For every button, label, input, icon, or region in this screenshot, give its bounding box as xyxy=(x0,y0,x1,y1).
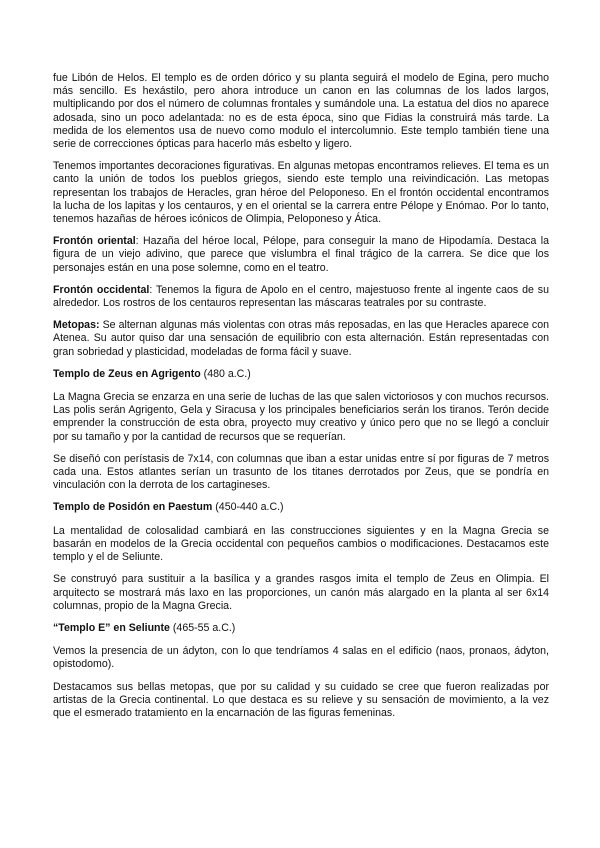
paragraph-libon xyxy=(53,72,549,151)
paragraph-colosalidad xyxy=(53,525,549,565)
paragraph-magna-grecia xyxy=(53,391,549,444)
document-page xyxy=(53,72,549,729)
section-heading-zeus-agrigento xyxy=(53,368,549,381)
paragraph-bellas-metopas xyxy=(53,681,549,721)
paragraph-text: La mentalidad de colosalidad cambiará en las construcciones siguientes y en la Magna Grecia se basarán en modelos de la Grecia occidental con pequeños cambios o modificaciones. Destacamos este templo y el de Seliunte. xyxy=(53,524,549,564)
section-heading-templo-e-seliunte xyxy=(53,622,549,635)
heading-date: (450-440 a.C.) xyxy=(212,501,284,514)
paragraph-text: : Tenemos la figura de Apolo en el centro, majestuoso frente al ingente caos de su alrededor. Los rostros de los centauros representan las máscaras teatrales por su contraste. xyxy=(53,283,549,310)
paragraph-text: Tenemos importantes decoraciones figurativas. En algunas metopas encontramos relieves. El tema es un canto la unión de todos los pueblos griegos, siendo este templo una reivindicación. Las metopas representan los trabajos de Heracles, gran héroe del Peloponeso. En el frontón occidental encontramos la lucha de los lapitas y los centauros, y en el oriental se la carrera entre Pélope y Enómao. Por lo tanto, tenemos hazañas de héroes icónicos de Olimpia, Peloponeso y Ática. xyxy=(53,160,549,226)
paragraph-text: Se diseñó con perístasis de 7x14, con columnas que iban a estar unidas entre sí por figuras de 7 metros cada una. Estos atlantes serían un trasunto de los titanes derrotados por Zeus, que se pondría en vinculación con la derrota de los cartagineses. xyxy=(53,452,549,492)
paragraph-metopas xyxy=(53,319,549,359)
heading-date: (480 a.C.) xyxy=(200,367,251,380)
term-label: Frontón oriental xyxy=(53,235,136,248)
paragraph-fronton-oriental xyxy=(53,235,549,275)
paragraph-text: Se construyó para sustituir a la basílica y a grandes rasgos imita el templo de Zeus en Olimpia. El arquitecto se mostrará más laxo en las proporciones, un canón más alargado en la planta al ser 6x14 columnas, propio de la Magna Grecia. xyxy=(53,573,549,612)
paragraph-fronton-occidental xyxy=(53,284,549,310)
heading-title: Templo de Posidón en Paestum xyxy=(53,501,213,514)
paragraph-text: Destacamos sus bellas metopas, que por su calidad y su cuidado se cree que fueron realizadas por artistas de la Grecia continental. Lo que destaca es su relieve y su sensación de movimiento, a la vez que el esmerado tratamiento en la encarnación de las figuras femeninas. xyxy=(53,680,549,719)
heading-date: (465-55 a.C.) xyxy=(169,621,236,634)
paragraph-text: La Magna Grecia se enzarza en una serie de luchas de las que salen victoriosos y con muchos recursos. Las polis serán Agrigento, Gela y Siracusa y los principales beneficiarios serán los tiranos. Terón decide emprender la construcción de esta obra, proyecto muy creativo y único pero que no se llegó a concluir por su tamaño y por la cantidad de recursos que se requerían. xyxy=(53,391,549,443)
paragraph-text: Se alternan algunas más violentas con otras más reposadas, en las que Heracles aparece con Atenea. Su autor quiso dar una sensación de equilibrio con esta alternación. Están representadas con gran sobriedad y plasticidad, modeladas de forma fácil y suave. xyxy=(53,319,549,358)
paragraph-text: Vemos la presencia de un ádyton, con lo que tendríamos 4 salas en el edificio (naos, pronaos, ádyton, opistodomo). xyxy=(53,645,549,671)
heading-title: “Templo E” en Seliunte xyxy=(53,621,170,634)
paragraph-text: fue Libón de Helos. El templo es de orden dórico y su planta seguirá el modelo de Egina, pero mucho más sencillo. Es hexástilo, pero ahora introduce un canon en las columnas de los lados largos, multiplicando por dos el número de columnas frontales y sumándole una. La estatua del dios no aparece adosada, sino un poco adelantada: no es de esta época, sino que Fidias la construirá más tarde. La medida de los elementos usa de nuevo como modulo el intercolumnio. Este templo también tiene una serie de correcciones ópticas para hacerlo más esbelto y ligero. xyxy=(53,72,549,151)
term-label: Metopas: xyxy=(53,319,100,332)
heading-title: Templo de Zeus en Agrigento xyxy=(53,367,201,380)
term-label: Frontón occidental xyxy=(53,283,150,296)
paragraph-decoraciones xyxy=(53,160,549,226)
paragraph-adyton xyxy=(53,645,549,671)
section-heading-posidon-paestum xyxy=(53,501,549,514)
paragraph-text: : Hazaña del héroe local, Pélope, para conseguir la mano de Hipodamía. Destaca la figura de un viejo adivino, que parece que vislumbra el final trágico de la carrera. Se dice que los personajes están en una pose solemne, como en el teatro. xyxy=(53,235,549,274)
paragraph-basilica xyxy=(53,573,549,613)
paragraph-peristasis xyxy=(53,453,549,493)
